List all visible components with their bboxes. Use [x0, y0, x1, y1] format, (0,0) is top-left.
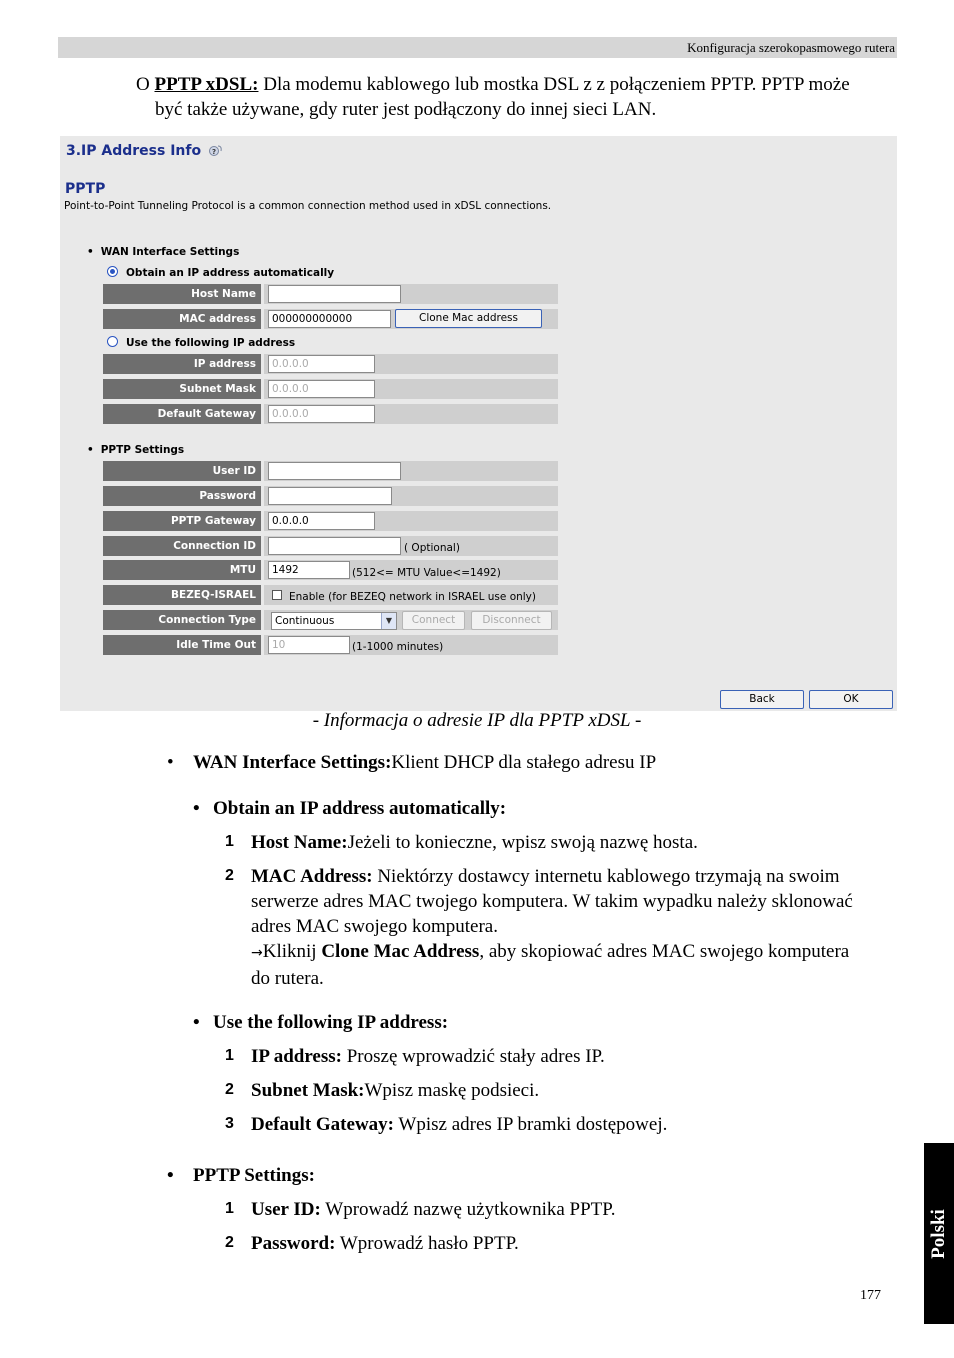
item-number: 1 — [225, 1047, 234, 1064]
connection-id-input[interactable] — [268, 537, 401, 555]
password-input[interactable] — [268, 487, 392, 505]
ip-address-input[interactable]: 0.0.0.0 — [268, 355, 375, 373]
mac-address-item — [251, 864, 911, 991]
mac-address-label: MAC address — [103, 309, 261, 329]
connect-button[interactable]: Connect — [402, 611, 465, 630]
mtu-label: MTU — [103, 560, 261, 580]
idle-time-out-label: Idle Time Out — [103, 635, 261, 655]
wan-settings-text: Klient DHCP dla stałego adresu IP — [391, 752, 657, 773]
back-button[interactable]: Back — [720, 690, 804, 709]
mac-text-4a: Kliknij — [262, 941, 322, 962]
help-icon[interactable] — [209, 144, 223, 157]
idle-time-out-note: (1-1000 minutes) — [352, 641, 444, 653]
default-gateway-item — [251, 1112, 667, 1137]
circle-bullet: O — [136, 74, 150, 95]
wan-interface-heading: • WAN Interface Settings — [87, 246, 239, 258]
radio-obtain-auto[interactable]: Obtain an IP address automatically — [107, 266, 334, 279]
password-item — [251, 1231, 519, 1256]
user-id-item — [251, 1197, 615, 1222]
obtain-auto-heading: • Obtain an IP address automatically: — [213, 796, 506, 821]
page-number: 177 — [860, 1288, 881, 1303]
host-name-item — [251, 830, 698, 855]
wan-settings-item — [193, 750, 656, 775]
host-name-text: Jeżeli to konieczne, wpisz swoją nazwę hosta. — [347, 832, 698, 853]
idle-time-out-input[interactable]: 10 — [268, 636, 350, 654]
connection-id-note: ( Optional) — [404, 542, 460, 554]
user-id-input[interactable] — [268, 462, 401, 480]
mac-text-1: Niektórzy dostawcy internetu kablowego trzymają na swoim — [377, 866, 840, 887]
pptp-settings-heading: • PPTP Settings — [87, 444, 184, 456]
connection-id-label: Connection ID — [103, 536, 261, 556]
intro-paragraph — [136, 72, 896, 122]
host-name-label: Host Name — [103, 284, 261, 304]
section-title: 3.IP Address Info ? — [66, 143, 223, 159]
connection-type-select[interactable] — [271, 612, 397, 630]
pptp-settings-title: • PPTP Settings: — [193, 1163, 315, 1188]
bezeq-label: BEZEQ-ISRAEL — [103, 585, 261, 605]
ok-button[interactable]: OK — [809, 690, 893, 709]
default-gateway-text: Wpisz adres IP bramki dostępowej. — [398, 1114, 668, 1135]
user-id-text: Wprowadź nazwę użytkownika PPTP. — [325, 1199, 616, 1220]
clone-mac-button[interactable]: Clone Mac address — [395, 309, 542, 328]
svg-text:?: ? — [211, 148, 217, 156]
bezeq-note: Enable (for BEZEQ network in ISRAEL use only) — [289, 591, 536, 603]
bezeq-checkbox[interactable] — [272, 590, 282, 600]
password-label: Password — [103, 486, 261, 506]
subnet-mask-label: Subnet Mask — [103, 379, 261, 399]
mac-text-4c: , aby skopiować adres MAC swojego komputera — [479, 941, 850, 962]
use-following-heading: • Use the following IP address: — [213, 1010, 448, 1035]
arrow-icon: → — [251, 945, 263, 961]
mac-text-5: do rutera. — [251, 968, 324, 989]
default-gateway-label: Default Gateway — [103, 404, 261, 424]
ip-address-item — [251, 1044, 605, 1069]
subnet-mask-input[interactable]: 0.0.0.0 — [268, 380, 375, 398]
password-text: Wprowadź hasło PPTP. — [339, 1233, 519, 1254]
host-name-input[interactable] — [268, 285, 401, 303]
host-name-title: Host Name: — [251, 832, 348, 853]
figure-caption: - Informacja o adresie IP dla PPTP xDSL - — [312, 710, 642, 731]
item-number: 1 — [225, 1200, 234, 1217]
subnet-mask-item — [251, 1078, 539, 1103]
pptp-gateway-label: PPTP Gateway — [103, 511, 261, 531]
intro-text-1: Dla modemu kablowego lub mostka DSL z z połączeniem PPTP. PPTP może — [263, 74, 850, 95]
subnet-mask-title: Subnet Mask: — [251, 1080, 365, 1101]
ip-address-label: IP address — [103, 354, 261, 374]
subnet-mask-text: Wpisz maskę podsieci. — [364, 1080, 540, 1101]
language-side-tab — [924, 1143, 954, 1324]
language-tab-label: Polski — [928, 1208, 949, 1259]
wan-settings-title: WAN Interface Settings: — [193, 752, 392, 773]
default-gateway-title: Default Gateway: — [251, 1114, 394, 1135]
radio-selected-icon[interactable] — [107, 266, 118, 277]
pptp-title: PPTP — [65, 181, 106, 197]
item-number: 2 — [225, 867, 234, 884]
radio-unselected-icon[interactable] — [107, 336, 118, 347]
mtu-input[interactable]: 1492 — [268, 561, 350, 579]
mac-address-title: MAC Address: — [251, 866, 373, 887]
user-id-label: User ID — [103, 461, 261, 481]
item-number: 2 — [225, 1234, 234, 1251]
item-number: 3 — [225, 1115, 234, 1132]
mac-text-2: serwerze adres MAC twojego komputera. W takim wypadku należy sklonować — [251, 891, 853, 912]
pptp-description: Point-to-Point Tunneling Protocol is a common connection method used in xDSL connections. — [64, 200, 552, 212]
router-config-screenshot — [60, 136, 897, 711]
running-header: Konfiguracja szerokopasmowego rutera — [58, 37, 897, 58]
intro-lead: PPTP xDSL: — [154, 74, 259, 95]
pptp-gateway-input[interactable]: 0.0.0.0 — [268, 512, 375, 530]
connection-type-value: Continuous — [275, 615, 335, 627]
chevron-down-icon[interactable]: ▼ — [381, 613, 396, 629]
password-title: Password: — [251, 1233, 336, 1254]
mac-text-4b: Clone Mac Address — [321, 941, 480, 962]
ip-address-text: Proszę wprowadzić stały adres IP. — [346, 1046, 605, 1067]
intro-text-2: być także używane, gdy ruter jest podłączony do innej sieci LAN. — [155, 99, 657, 120]
mac-text-3: adres MAC swojego komputera. — [251, 916, 498, 937]
item-number: 2 — [225, 1081, 234, 1098]
disconnect-button[interactable]: Disconnect — [471, 611, 552, 630]
radio-use-following[interactable]: Use the following IP address — [107, 336, 295, 349]
mac-address-input[interactable]: 000000000000 — [268, 310, 391, 328]
item-number: 1 — [225, 833, 234, 850]
default-gateway-input[interactable]: 0.0.0.0 — [268, 405, 375, 423]
user-id-title: User ID: — [251, 1199, 321, 1220]
ip-address-title: IP address: — [251, 1046, 342, 1067]
connection-type-label: Connection Type — [103, 610, 261, 630]
mtu-note: (512<= MTU Value<=1492) — [352, 567, 501, 579]
